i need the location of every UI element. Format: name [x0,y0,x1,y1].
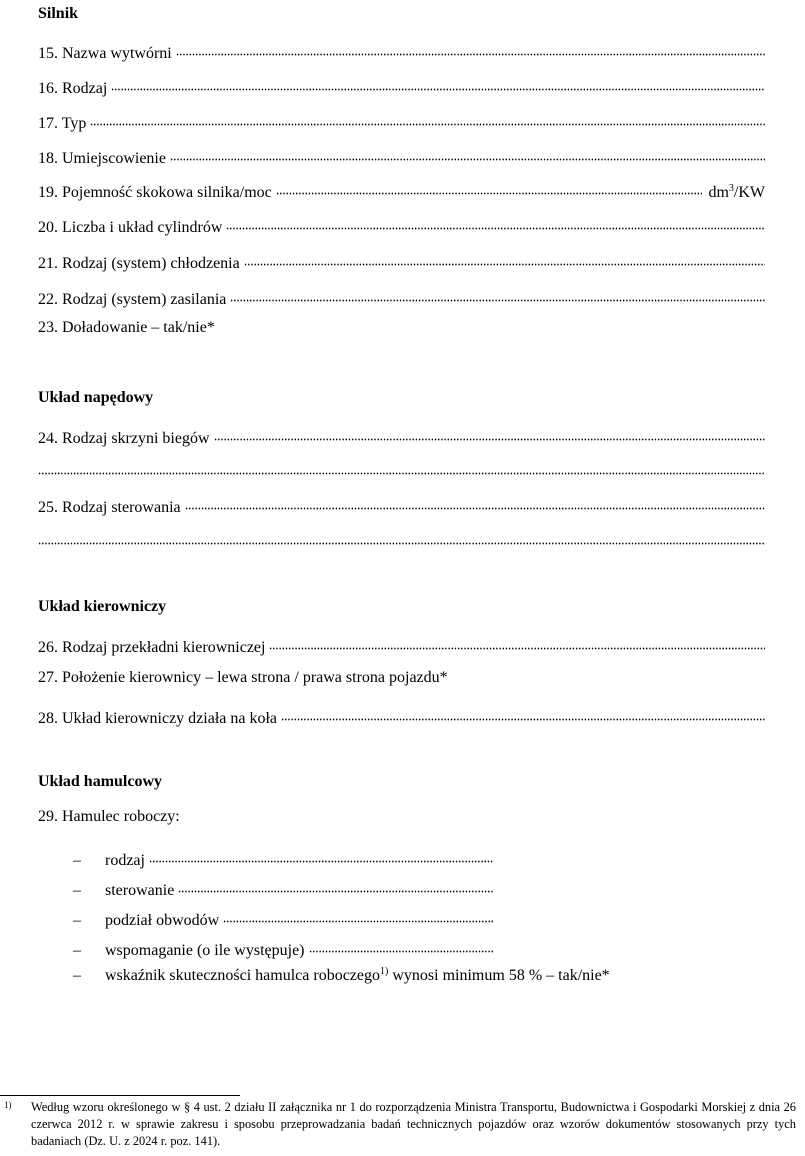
list-dash: – [73,912,81,929]
field-label: 25. Rodzaj sterowania [38,499,181,516]
continuation-line[interactable] [38,457,765,477]
footnote-text: Według wzoru określonego w § 4 ust. 2 działu II załącznika nr 1 do rozporządzenia Ministra Transportu, Budownictwa i Gospodarki Morskiej z dnia 26 czerwca 2012 r. w sprawie zakresu i sposobu przeprowadzania badań technicznych pojazdów oraz wzorów dokumentów stosowanych przy tych badaniach (Dz. U. z 2024 r. poz. 141). [31,1100,796,1148]
field-label: 29. Hamulec roboczy: [38,808,180,825]
field-steering-gear[interactable] [38,632,765,656]
subfield-brake-assist[interactable] [73,935,493,959]
field-control-kind[interactable] [38,492,765,516]
fill-line[interactable] [176,38,765,58]
field-label: 23. Doładowanie – tak/nie* [38,319,215,336]
fill-line[interactable] [38,527,765,547]
fill-line[interactable] [111,73,765,93]
field-label: 20. Liczba i układ cylindrów [38,219,223,236]
field-turbo-choice[interactable] [38,318,765,338]
field-label: wspomaganie (o ile występuje) [105,942,305,959]
fill-line[interactable] [38,457,765,477]
field-label: 15. Nazwa wytwórni [38,45,172,62]
section-heading-drivetrain: Układ napędowy [38,389,154,406]
field-service-brake [38,807,765,827]
field-label: 17. Typ [38,115,87,132]
fill-line[interactable] [149,845,493,865]
list-dash: – [73,942,81,959]
field-label: rodzaj [105,852,145,869]
field-manufacturer-name[interactable] [38,38,765,62]
fill-line[interactable] [230,284,765,304]
field-label: sterowanie [105,882,175,899]
field-engine-location[interactable] [38,143,765,167]
field-engine-kind[interactable] [38,73,765,97]
fill-line[interactable] [309,935,494,955]
field-label: 19. Pojemność skokowa silnika/moc [38,184,272,201]
fill-line[interactable] [269,632,765,652]
unit-label: $dm^3/KW$ [708,183,765,201]
field-label: wskaźnik skuteczności hamulca roboczego$^{1)}$ wynosi minimum 58 % – tak/nie* [105,966,610,984]
field-displacement-power[interactable] [38,177,765,201]
fill-line[interactable] [223,905,493,925]
subfield-brake-kind[interactable] [73,845,493,869]
footnote-ref: 1) [380,966,389,977]
list-dash: – [73,852,81,869]
fill-line[interactable] [281,703,765,723]
footnote-mark: 1) [4,1100,12,1110]
field-cylinders[interactable] [38,212,765,236]
subfield-brake-control[interactable] [73,875,493,899]
field-label: 27. Położenie kierownicy – lewa strona / prawa strona pojazdu* [38,669,448,686]
fill-line[interactable] [185,492,765,512]
field-label: 22. Rodzaj (system) zasilania [38,291,227,308]
field-fuel-system[interactable] [38,284,765,308]
section-heading-brakes: Układ hamulcowy [38,773,163,790]
field-engine-type[interactable] [38,108,765,132]
fill-line[interactable] [244,248,765,268]
subfield-brake-efficiency[interactable] [73,966,773,986]
footnote-divider [0,1095,240,1096]
field-label: 28. Układ kierowniczy działa na koła [38,710,278,727]
fill-line[interactable] [170,143,765,163]
subfield-brake-circuits[interactable] [73,905,493,929]
field-cooling-system[interactable] [38,248,765,272]
field-steering-position[interactable] [38,668,765,688]
section-heading-steering: Układ kierowniczy [38,598,167,615]
section-heading-engine: Silnik [38,5,79,22]
field-label: 18. Umiejscowienie [38,150,166,167]
continuation-line[interactable] [38,527,765,547]
field-label: 21. Rodzaj (system) chłodzenia [38,255,240,272]
field-label: 24. Rodzaj skrzyni biegów [38,430,210,447]
fill-line[interactable] [178,875,493,895]
fill-line[interactable] [214,423,765,443]
field-label: 16. Rodzaj [38,80,108,97]
field-gearbox-kind[interactable] [38,423,765,447]
fill-line[interactable] [226,212,765,232]
field-label: podział obwodów [105,912,220,929]
fill-line[interactable] [276,177,703,197]
field-steered-wheels[interactable] [38,703,765,727]
field-label: 26. Rodzaj przekładni kierowniczej [38,639,266,656]
fill-line[interactable] [90,108,765,128]
list-dash: – [73,882,81,899]
list-dash: – [73,967,81,984]
